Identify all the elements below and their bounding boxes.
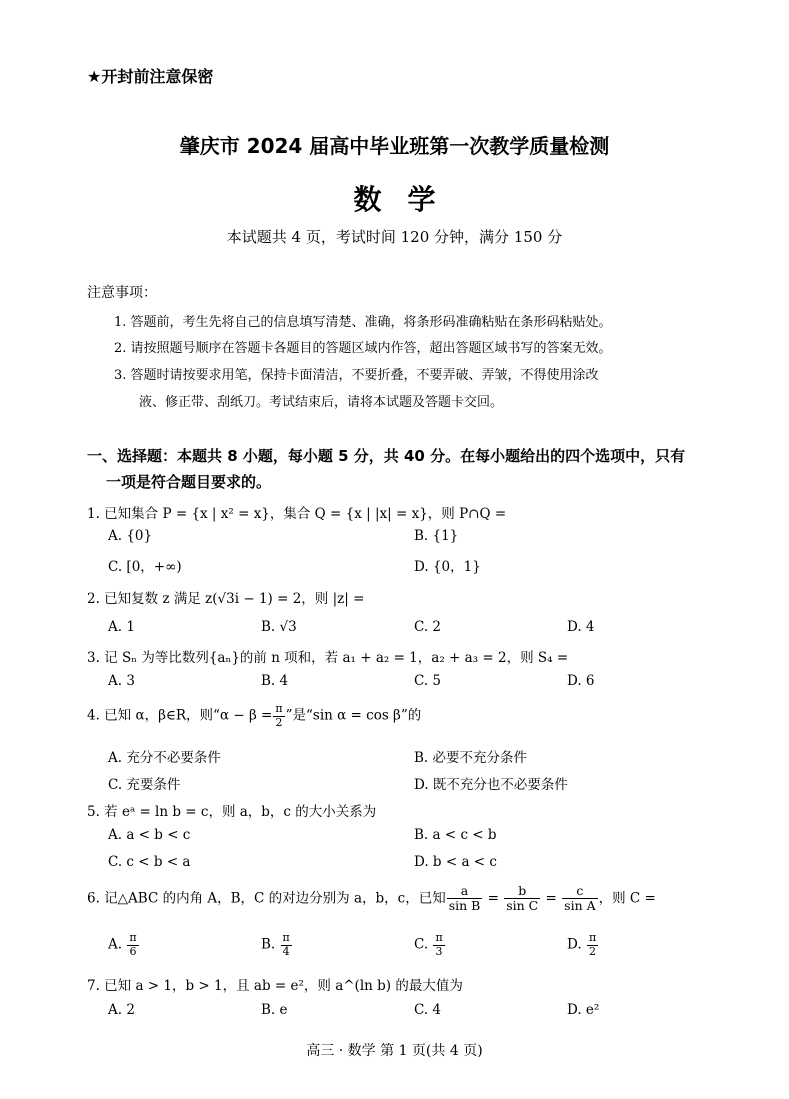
question-6-option-a: A. $\frac{\pi}{6}$: [108, 931, 137, 958]
subject-title: 数学: [353, 183, 462, 216]
question-4-option-a: A. 充分不必要条件: [108, 750, 221, 766]
question-6-option-d: D. $\frac{\pi}{2}$: [567, 931, 597, 958]
question-1-option-b: B. {1}: [414, 528, 459, 544]
question-4-stem: [87, 703, 421, 729]
question-3-option-d: D. 6: [567, 673, 595, 689]
question-7-option-a: A. 2: [108, 1002, 135, 1018]
question-6-option-c: C. $\frac{\pi}{3}$: [414, 931, 443, 958]
question-5-stem: 5. 若 eᵃ = ln b = c，则 a，b，c 的大小关系为: [87, 804, 377, 820]
question-2-option-a: A. 1: [108, 619, 135, 635]
question-7-option-c: C. 4: [414, 1002, 442, 1018]
fraction-c-over-sin-a: $\frac{c}{\text{sin A}}$: [564, 883, 596, 914]
question-6-stem-post: ，则 C =: [598, 890, 656, 907]
notice-item-3: 3. 答题时请按要求用笔，保持卡面清洁，不要折叠，不要弄破、弄皱，不得使用涂改: [114, 368, 599, 383]
question-4-option-d: D. 既不充分也不必要条件: [414, 777, 568, 793]
notice-heading: 注意事项：: [87, 285, 157, 301]
confidential-notice: ★开封前注意保密: [87, 67, 214, 86]
question-6-stem-pre: 6. 记△ABC 的内角 A，B，C 的对边分别为 a，b，c，已知: [87, 890, 446, 907]
question-3-option-c: C. 5: [414, 673, 442, 689]
question-7-option-d: D. e²: [567, 1002, 600, 1018]
question-5-option-d: D. b < a < c: [414, 854, 497, 870]
notice-item-3-cont: 液、修正带、刮纸刀。考试结束后，请将本试题及答题卡交回。: [139, 395, 504, 410]
question-4-option-c: C. 充要条件: [108, 777, 181, 793]
question-5-option-b: B. a < c < b: [414, 827, 497, 843]
page-footer: 高三 · 数学 第 1 页(共 4 页): [306, 1043, 483, 1059]
notice-item-1: 1. 答题前，考生先将自己的信息填写清楚、准确，将条形码准确粘贴在条形码粘贴处。: [114, 315, 612, 330]
question-2-option-b: B. √3: [261, 619, 297, 635]
fraction-pi-over-2: $\frac{\pi}{2}$: [275, 702, 283, 729]
question-2-option-c: C. 2: [414, 619, 442, 635]
question-3-stem: 3. 记 Sₙ 为等比数列{aₙ}的前 n 项和，若 a₁ + a₂ = 1，a₂ + a₃ = 2，则 S₄ =: [87, 650, 569, 666]
question-7-option-b: B. e: [261, 1002, 288, 1018]
question-5-option-c: C. c < b < a: [108, 854, 191, 870]
question-6-option-b: B. $\frac{\pi}{4}$: [261, 931, 290, 958]
question-6-stem: 6. 记△ABC 的内角 A，B，C 的对边分别为 a，b，c，已知 $\frac{a}{\text{sin B}}$ = $\frac{b}{\text{sin C}}$ = $\frac{c}{\text{sin A}}$ ，则 C =: [87, 883, 656, 914]
question-4-stem-pre: 4. 已知 α，β∈R，则“α − β =: [87, 707, 273, 724]
exam-title: 肇庆市 2024 届高中毕业班第一次教学质量检测: [179, 134, 610, 158]
notice-item-2: 2. 请按照题号顺序在答题卡各题目的答题区域内作答，超出答题区域书写的答案无效。: [114, 341, 612, 356]
section-heading: 一、选择题：本题共 8 小题，每小题 5 分，共 40 分。在每小题给出的四个选项中，只有: [87, 447, 686, 465]
question-5-option-a: A. a < b < c: [108, 827, 191, 843]
section-heading-cont: 一项是符合题目要求的。: [106, 473, 272, 491]
question-2-option-d: D. 4: [567, 619, 595, 635]
fraction-a-over-sin-b: $\frac{a}{\text{sin B}}$: [448, 883, 481, 914]
question-1-option-a: A. {0}: [108, 528, 153, 544]
question-1-option-c: C. [0，+∞): [108, 559, 182, 575]
question-3-option-b: B. 4: [261, 673, 289, 689]
question-1-stem: 1. 已知集合 P = {x | x² = x}，集合 Q = {x | |x| = x}，则 P∩Q =: [87, 506, 507, 522]
question-2-stem: 2. 已知复数 z 满足 z(√3i − 1) = 2，则 |z| =: [87, 591, 365, 607]
question-7-stem: 7. 已知 a > 1，b > 1，且 ab = e²，则 a^(ln b) 的最大值为: [87, 978, 463, 994]
question-1-option-d: D. {0，1}: [414, 559, 481, 575]
fraction-b-over-sin-c: $\frac{b}{\text{sin C}}$: [506, 883, 539, 914]
question-4-option-b: B. 必要不充分条件: [414, 750, 528, 766]
question-3-option-a: A. 3: [108, 673, 135, 689]
question-4-stem-post: ”是“sin α = cos β”的: [285, 707, 422, 724]
exam-info: 本试题共 4 页，考试时间 120 分钟，满分 150 分: [226, 228, 563, 246]
